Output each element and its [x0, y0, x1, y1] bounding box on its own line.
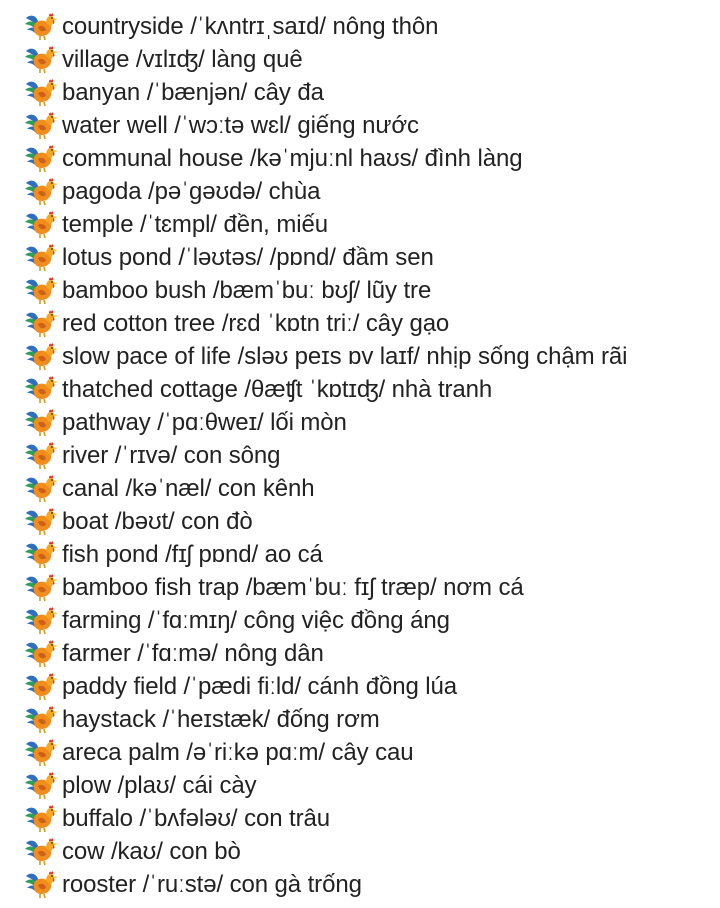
list-item	[0, 505, 720, 538]
rooster-icon	[24, 804, 60, 834]
vocabulary-entry: communal house /kəˈmjuːnl haʊs/ đình làng	[62, 145, 523, 172]
vocabulary-entry: canal /kəˈnæl/ con kênh	[62, 475, 315, 502]
vocabulary-entry: river /ˈrɪvə/ con sông	[62, 442, 281, 469]
rooster-icon	[24, 111, 60, 141]
list-item	[0, 835, 720, 868]
list-item	[0, 802, 720, 835]
rooster-icon	[24, 705, 60, 735]
vocabulary-entry: pagoda /pəˈgəʊdə/ chùa	[62, 178, 321, 205]
rooster-icon	[24, 144, 60, 174]
vocabulary-entry: areca palm /əˈriːkə pɑːm/ cây cau	[62, 739, 414, 766]
vocabulary-entry: banyan /ˈbænjən/ cây đa	[62, 79, 324, 106]
vocabulary-entry: cow /kaʊ/ con bò	[62, 838, 241, 865]
list-item	[0, 670, 720, 703]
rooster-icon	[24, 210, 60, 240]
rooster-icon	[24, 177, 60, 207]
vocabulary-entry: boat /bəʊt/ con đò	[62, 508, 253, 535]
list-item	[0, 373, 720, 406]
list-item	[0, 109, 720, 142]
vocabulary-entry: temple /ˈtɛmpl/ đền, miếu	[62, 211, 328, 238]
vocabulary-entry: buffalo /ˈbʌfələʊ/ con trâu	[62, 805, 330, 832]
rooster-icon	[24, 309, 60, 339]
rooster-icon	[24, 672, 60, 702]
rooster-icon	[24, 870, 60, 900]
list-item	[0, 175, 720, 208]
list-item	[0, 76, 720, 109]
list-item	[0, 274, 720, 307]
rooster-icon	[24, 375, 60, 405]
list-item	[0, 406, 720, 439]
list-item	[0, 241, 720, 274]
vocabulary-entry: bamboo bush /bæmˈbuː bʊʃ/ lũy tre	[62, 277, 432, 304]
list-item	[0, 637, 720, 670]
vocabulary-entry: thatched cottage /θæʧt ˈkɒtɪʤ/ nhà tranh	[62, 376, 493, 403]
rooster-icon	[24, 837, 60, 867]
vocabulary-entry: fish pond /fɪʃ pɒnd/ ao cá	[62, 541, 323, 568]
vocabulary-entry: haystack /ˈheɪstæk/ đống rơm	[62, 706, 380, 733]
vocabulary-entry: paddy field /ˈpædi fiːld/ cánh đồng lúa	[62, 673, 458, 700]
rooster-icon	[24, 771, 60, 801]
list-item	[0, 868, 720, 901]
list-item	[0, 43, 720, 76]
rooster-icon	[24, 573, 60, 603]
rooster-icon	[24, 276, 60, 306]
list-item	[0, 307, 720, 340]
vocabulary-entry: water well /ˈwɔːtə wɛl/ giếng nước	[62, 112, 419, 139]
rooster-icon	[24, 441, 60, 471]
list-item	[0, 472, 720, 505]
rooster-icon	[24, 45, 60, 75]
rooster-icon	[24, 474, 60, 504]
rooster-icon	[24, 78, 60, 108]
vocabulary-entry: slow pace of life /sləʊ peɪs ɒv laɪf/ nhịp sống chậm rãi	[62, 343, 628, 370]
list-item	[0, 769, 720, 802]
list-item	[0, 703, 720, 736]
vocabulary-entry: farmer /ˈfɑːmə/ nông dân	[62, 640, 324, 667]
list-item	[0, 571, 720, 604]
list-item	[0, 604, 720, 637]
rooster-icon	[24, 738, 60, 768]
rooster-icon	[24, 12, 60, 42]
list-item	[0, 142, 720, 175]
rooster-icon	[24, 342, 60, 372]
list-item	[0, 340, 720, 373]
list-item	[0, 736, 720, 769]
vocabulary-entry: countryside /ˈkʌntrɪˌsaɪd/ nông thôn	[62, 13, 439, 40]
list-item	[0, 10, 720, 43]
rooster-icon	[24, 639, 60, 669]
rooster-icon	[24, 606, 60, 636]
rooster-icon	[24, 408, 60, 438]
vocabulary-entry: lotus pond /ˈləʊtəs/ /pɒnd/ đầm sen	[62, 244, 434, 271]
rooster-icon	[24, 507, 60, 537]
vocabulary-entry: bamboo fish trap /bæmˈbuː fɪʃ træp/ nơm cá	[62, 574, 524, 601]
vocabulary-entry: rooster /ˈruːstə/ con gà trống	[62, 871, 362, 898]
rooster-icon	[24, 243, 60, 273]
vocabulary-entry: village /vɪlɪʤ/ làng quê	[62, 46, 303, 73]
vocabulary-list	[0, 10, 720, 901]
vocabulary-entry: farming /ˈfɑːmɪŋ/ công việc đồng áng	[62, 607, 450, 634]
list-item	[0, 208, 720, 241]
list-item	[0, 538, 720, 571]
list-item	[0, 439, 720, 472]
vocabulary-entry: plow /plaʊ/ cái cày	[62, 772, 257, 799]
vocabulary-entry: pathway /ˈpɑːθweɪ/ lối mòn	[62, 409, 347, 436]
rooster-icon	[24, 540, 60, 570]
vocabulary-entry: red cotton tree /rɛd ˈkɒtn triː/ cây gạo	[62, 310, 450, 337]
